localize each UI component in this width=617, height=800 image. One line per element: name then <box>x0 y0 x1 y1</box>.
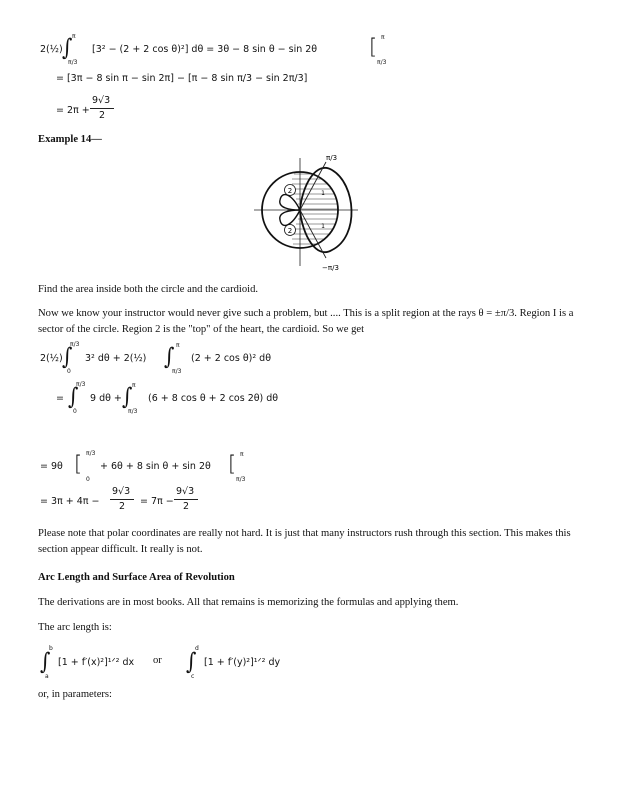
arc-int2-lower: c <box>191 673 195 680</box>
eq2-int1-lower: 0 <box>67 368 71 375</box>
cardioid-circle-figure <box>240 150 370 275</box>
eq1-line3-prefix: = 2π + <box>56 105 90 116</box>
eq2-line2-int1-upper: π/3 <box>76 381 86 388</box>
eq3-line2-lead: = 3π + 4π − <box>40 496 100 507</box>
eq3-lead: = 9θ <box>40 461 63 472</box>
fraction-bar <box>90 108 114 109</box>
paragraph-arc-length-intro: The arc length is: <box>38 622 112 633</box>
eval-bracket-icon: [ <box>369 35 378 59</box>
eq2-line2-int2-upper: π <box>132 382 136 389</box>
integral-sign-icon: ∫ <box>68 382 79 410</box>
eq1-line3-denominator: 2 <box>99 110 106 121</box>
section-heading-arc-length: Arc Length and Surface Area of Revolution <box>38 572 235 583</box>
region-1-label-lower: 1 <box>321 223 325 230</box>
region-2-label: 2 <box>287 187 293 195</box>
arc-int1-upper: b <box>49 645 53 652</box>
fraction-bar <box>174 499 198 500</box>
integral-sign-icon: ∫ <box>186 647 197 675</box>
example-heading: Example 14— <box>38 134 102 145</box>
paragraph-derivations: The derivations are in most books. All that remains is memorizing the formulas and applying them. <box>38 597 459 608</box>
integral-sign-icon: ∫ <box>40 647 51 675</box>
eq3-b2-upper: π <box>240 451 244 458</box>
paragraph-parameters: or, in parameters: <box>38 689 112 700</box>
integral-sign-icon: ∫ <box>62 33 73 61</box>
paragraph-note: Please note that polar coordinates are really not hard. It is just that many instructors rush through this section. This makes this section appear difficult. It really is not. <box>38 528 571 555</box>
arc-or: or <box>153 655 162 666</box>
eq2-int2-lower: π/3 <box>172 368 182 375</box>
arc-int1-lower: a <box>45 673 49 680</box>
eq1-eval-upper: π <box>381 34 385 41</box>
integral-sign-icon: ∫ <box>62 342 73 370</box>
region-2-label-lower: 2 <box>287 227 293 235</box>
eq2-int2-upper: π <box>176 342 180 349</box>
eq3-line2-den1: 2 <box>119 501 126 512</box>
eq2-line2-int2-body: (6 + 8 cos θ + 2 cos 2θ) dθ <box>148 393 279 404</box>
eq1-lower: π/3 <box>68 59 78 66</box>
eq1-integrand: [3² − (2 + 2 cos θ)²] dθ = 3θ − 8 sin θ − sin 2θ <box>92 44 318 55</box>
paragraph-split-region: Now we know your instructor would never give such a problem, but .... This is a split region at the rays θ = ±π/3. Region I is a sector of the circle. Region 2 is the "top" of the heart, the cardioid. So we get <box>38 308 574 335</box>
eq2-lead: 2(½) <box>40 353 63 364</box>
eval-bracket-icon: [ <box>74 452 83 476</box>
arc-int2-upper: d <box>195 645 199 652</box>
eq2-line2-int1-body: 9 dθ + <box>90 393 122 404</box>
eq3-mid: + 6θ + 8 sin θ + sin 2θ <box>100 461 211 472</box>
paragraph-find-area: Find the area inside both the circle and the cardioid. <box>38 284 259 295</box>
eq1-eval-lower: π/3 <box>377 59 387 66</box>
eq2-int2-body: (2 + 2 cos θ)² dθ <box>191 353 272 364</box>
eq3-b1-upper: π/3 <box>86 450 96 457</box>
eq2-line2-int2-lower: π/3 <box>128 408 138 415</box>
ray-pi-over-3 <box>300 162 326 210</box>
integral-sign-icon: ∫ <box>122 382 133 410</box>
fraction-bar <box>110 499 134 500</box>
region-1-label: 1 <box>321 190 325 197</box>
arc-int1-body: [1 + f′(x)²]¹ᐟ² dx <box>58 657 135 668</box>
arc-int2-body: [1 + f′(y)²]¹ᐟ² dy <box>204 657 281 668</box>
eq1-line2: = [3π − 8 sin π − sin 2π] − [π − 8 sin π/3 − sin 2π/3] <box>56 73 308 84</box>
eq2-int1-upper: π/3 <box>70 341 80 348</box>
eq3-line2-num2: 9√3 <box>176 486 195 497</box>
ray-label-top: π/3 <box>326 154 338 162</box>
eq1-line3-numerator: 9√3 <box>92 95 111 106</box>
eq3-b1-lower: 0 <box>86 476 90 483</box>
integral-sign-icon: ∫ <box>164 342 175 370</box>
eq3-b2-lower: π/3 <box>236 476 246 483</box>
eq3-line2-den2: 2 <box>183 501 190 512</box>
ray-label-bottom: −π/3 <box>322 264 339 272</box>
eq2-line2-eq: = <box>56 393 64 404</box>
eq1-upper: π <box>72 33 76 40</box>
eq1-lead: 2(½) <box>40 44 63 55</box>
eq3-line2-mid: = 7π − <box>140 496 174 507</box>
eq2-int1-body: 3² dθ + 2(½) <box>85 353 147 364</box>
eq2-line2-int1-lower: 0 <box>73 408 77 415</box>
eq3-line2-num1: 9√3 <box>112 486 131 497</box>
eval-bracket-icon: [ <box>228 452 237 476</box>
